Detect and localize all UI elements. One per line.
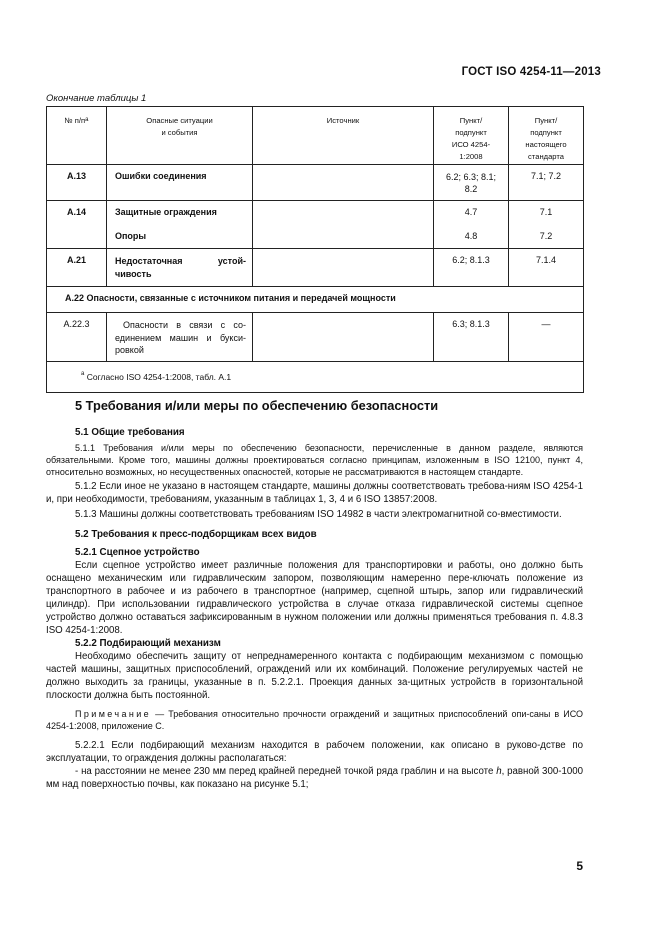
- paragraph-5-2-2-1: 5.2.2.1 Если подбирающий механизм находится в рабочем положении, как описано в руково-дстве по эксплуатации, то ограждения должны располагаться:: [46, 740, 583, 765]
- row-iso-clause: 6.2; 8.1.3: [434, 249, 509, 287]
- row-iso-clause: 6.2; 6.3; 8.1; 8.2: [434, 165, 509, 201]
- paragraph-5-1-3: 5.1.3 Машины должны соответствовать требованиям ISO 14982 в части электромагнитной со-вместимости.: [75, 509, 562, 521]
- table-caption: Окончание таблицы 1: [46, 93, 147, 104]
- col-header-situations: Опасные ситуации и события: [107, 107, 253, 165]
- row-situation: Защитные ограждения Опоры: [107, 201, 253, 249]
- subsection-title: 5.2.1 Сцепное устройство: [75, 547, 200, 559]
- note: Примечание — Требования относительно прочности ограждений и защитных приспособлений опи-саны в ИСО 4254-1:2008, приложение С.: [46, 709, 583, 732]
- section-title: 5 Требования и/или меры по обеспечению безопасности: [75, 398, 439, 413]
- row-situation: Недостаточная устой-чивость: [107, 249, 253, 287]
- paragraph-5-2-2: Необходимо обеспечить защиту от непреднамеренного контакта с подбирающим механизмом с помощью частей машины, защитных приспособлений, ограждений или их комбинаций. Положение регулируемых частей не должно выходить за границы, указанные в п. 5.2.2.1. Проекция данных за-щитных устройств в горизонтальной плоскости должна быть постоянной.: [46, 651, 583, 702]
- paragraph-5-2-2-1-item: - на расстоянии не менее 230 мм перед крайней передней точкой ряда граблин и на высоте h, равной 300-1000 мм над поверхностью почвы, как показано на рисунке 5.1;: [46, 766, 583, 791]
- col-header-this-standard: Пункт/ подпункт настоящего стандарта: [509, 107, 584, 165]
- row-num: А.22.3: [47, 313, 107, 362]
- section-body: [46, 426, 583, 791]
- col-header-iso-clause: Пункт/ подпункт ИСО 4254- 1:2008: [434, 107, 509, 165]
- row-num: А.13: [47, 165, 107, 201]
- table-footnote: $^а$ Согласно ISO 4254-1:2008, табл. А.1: [47, 361, 584, 392]
- table-row: [47, 165, 584, 201]
- row-source: [253, 249, 434, 287]
- page-number: 5: [576, 859, 583, 873]
- paragraph-5-1-1: 5.1.1 Требования и/или меры по обеспечению безопасности, перечисленные в данном разделе, являются обязательными. Кроме того, машины должны проектироваться согласно принципам, изложенным в ISO 12100, пункт 4, относительно возможных, но несущественных опасностей, которые не рассматриваются в настоящем стандарте.: [46, 443, 583, 477]
- row-num: А.21: [47, 249, 107, 287]
- row-num: А.14: [47, 201, 107, 249]
- row-situation: Опасности в связи с со-единением машин и букси-ровкой: [107, 313, 253, 362]
- table-row: [47, 249, 584, 287]
- table-row: [47, 313, 584, 362]
- subsection-title: 5.2.2 Подбирающий механизм: [75, 638, 221, 650]
- row-source: [253, 165, 434, 201]
- table-span-row: [47, 287, 584, 313]
- row-std-clause: 7.1 7.2: [509, 201, 584, 249]
- paragraph-5-2-1: Если сцепное устройство имеет различные положения для транспортировки и работы, оно должно быть оснащено механическим или гидравлическим запором, позволяющим намеренно пере-ключать положение из транспортного в рабочее и из рабочего в транспортное (например, сцепной штырь, запор или гидравлический цилиндр). При использовании гидравлического устройства в случае отказа гидравлической системы сцепное устройство должно оставаться зафиксированным в нужном положении или должны применяться требования п. 4.8.3 ISO 4254-1:2008.: [46, 560, 583, 637]
- subsection-title: 5.2 Требования к пресс-подборщикам всех видов: [75, 529, 317, 541]
- col-header-source: Источник: [253, 107, 434, 165]
- row-std-clause: —: [509, 313, 584, 362]
- hazards-table: [46, 106, 584, 393]
- row-source: [253, 313, 434, 362]
- col-header-num: № $п/п^а$: [47, 107, 107, 165]
- row-std-clause: 7.1.4: [509, 249, 584, 287]
- row-iso-clause: 6.3; 8.1.3: [434, 313, 509, 362]
- table-header-row: [47, 107, 584, 165]
- span-row-a22: А.22 Опасности, связанные с источником питания и передачей мощности: [47, 287, 584, 313]
- document-header: ГОСТ ISO 4254-11—2013: [461, 66, 601, 78]
- row-source: [253, 201, 434, 249]
- table-row: [47, 201, 584, 249]
- table-footnote-row: [47, 361, 584, 392]
- row-situation: Ошибки соединения: [107, 165, 253, 201]
- row-iso-clause: 4.7 4.8: [434, 201, 509, 249]
- paragraph-5-1-2: 5.1.2 Если иное не указано в настоящем стандарте, машины должны соответствовать требова-ниям ISO 4254-1 и, при необходимости, требованиям, указанным в таблицах 1, 3, 4 и 6 ISO 13857:2008.: [46, 481, 583, 506]
- row-std-clause: 7.1; 7.2: [509, 165, 584, 201]
- subsection-title: 5.1 Общие требования: [75, 427, 185, 438]
